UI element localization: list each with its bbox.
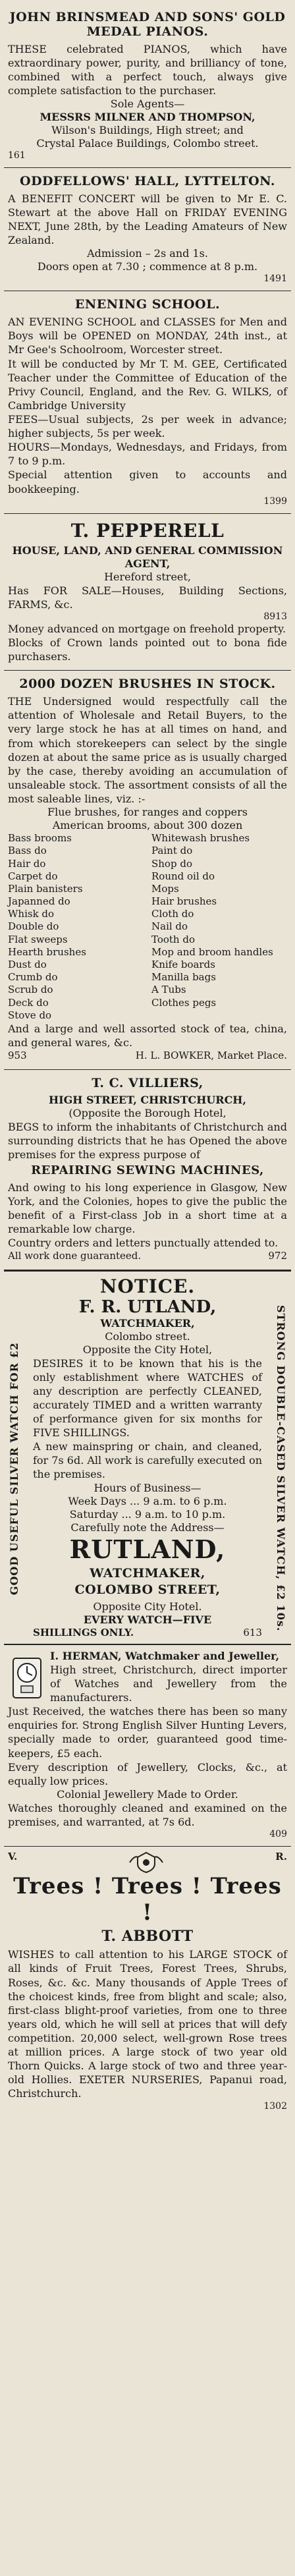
- ad-paragraph: Money advanced on mortgage on freehold property.: [8, 623, 286, 636]
- ad-ref: 161: [8, 150, 26, 161]
- address-line: Crystal Palace Buildings, Colombo street.: [36, 137, 259, 150]
- trees-banner: Trees ! Trees ! Trees !: [13, 1873, 282, 1926]
- ad-ref: 613: [243, 1627, 262, 1639]
- brush-item: Plain banisters: [8, 882, 83, 895]
- ad-body: A BENEFIT CONCERT will be given to Mr E. C. Stewart at the above Hall on FRIDAY EVENING NEXT, June 28th, by the Leading Amateurs of New Zealand.: [8, 192, 287, 247]
- ad-paragraph: Blocks of Crown lands pointed out to bona fide purchasers.: [8, 636, 287, 663]
- ad-paragraph: HOURS—Mondays, Wednesdays, and Fridays, from 7 to 9 p.m.: [8, 441, 287, 468]
- rutland-ad: [4, 1270, 291, 1645]
- ad-body: BEGS to inform the inhabitants of Christchurch and surrounding districts that he has Opened the above premises for the express purpose of: [8, 1120, 287, 1161]
- brush-item: Tooth do: [151, 933, 195, 945]
- villiers-ad: [4, 1070, 291, 1270]
- big-name: RUTLAND,: [69, 1534, 226, 1564]
- ad-subtitle: HOUSE, LAND, AND GENERAL COMMISSION AGENT,: [12, 544, 283, 570]
- ad-title: I. HERMAN, Watchmaker and Jeweller,: [50, 1649, 280, 1662]
- newspaper-ads-column: [4, 0, 291, 2122]
- ad-ref: 972: [268, 1250, 287, 1262]
- brush-item: Round oil do: [151, 870, 215, 882]
- brush-item: Paint do: [151, 845, 193, 857]
- role: WATCHMAKER,: [100, 1316, 195, 1330]
- name-initials: F. R.: [78, 1297, 122, 1317]
- ad-title: ODDFELLOWS' HALL, LYTTELTON.: [20, 174, 275, 189]
- ad-paragraph: FEES—Usual subjects, 2s per week in advance; higher subjects, 5s per week.: [8, 413, 287, 440]
- brush-item: Shop do: [151, 857, 192, 870]
- brush-item: A Tubs: [151, 984, 186, 996]
- brush-item: Mops: [151, 882, 179, 895]
- brush-item: Carpet do: [8, 870, 58, 882]
- location-line: (Opposite the Borough Hotel,: [68, 1106, 227, 1119]
- ad-title: T. C. VILLIERS,: [92, 1075, 203, 1090]
- brush-item: Scrub do: [8, 984, 53, 996]
- ad-paragraph: A new mainspring or chain, and cleaned, for 7s 6d. All work is carefully executed on the premises.: [33, 1440, 262, 1481]
- oddfellows-ad: [4, 168, 291, 291]
- ad-title: T. PEPPERELL: [70, 519, 225, 542]
- big-street: COLOMBO STREET,: [74, 1582, 221, 1598]
- clock-icon: [8, 1653, 46, 1700]
- tagline-1: EVERY WATCH—FIVE: [83, 1613, 212, 1627]
- vr-row: [8, 1851, 287, 1873]
- brush-item: Manilla bags: [151, 971, 216, 984]
- rutland-layout: [8, 1297, 287, 1640]
- ad-footer: And a large and well assorted stock of tea, china, and general wares, &c.: [8, 1022, 287, 1050]
- ad-ref: 8913: [263, 611, 287, 623]
- street-line: Hereford street,: [104, 570, 191, 583]
- ad-paragraph: Just Received, the watches there has been so many enquiries for. Strong English Silver Hunting Levers, specially made to order, guaranteed good time-keepers, £5 each.: [8, 1705, 287, 1760]
- brush-item: Knife boards: [151, 959, 215, 970]
- guarantee: All work done guaranteed.: [8, 1250, 142, 1262]
- brush-item: Mop and broom handles: [151, 945, 273, 958]
- ad-ref: 409: [269, 1829, 287, 1840]
- ad-title: T. ABBOTT: [101, 1928, 194, 1946]
- brush-item: Whisk do: [8, 908, 55, 920]
- brush-item: Whitewash brushes: [151, 832, 250, 845]
- ad-paragraph: And owing to his long experience in Glasgow, New York, and the Colonies, hopes to give the public the benefit of a First-class Job in a short time at a remarkable low charge.: [8, 1181, 287, 1235]
- brush-item: Bass brooms: [8, 832, 72, 845]
- brinsmead-ad: [4, 4, 291, 168]
- brush-item: Hearth brushes: [8, 945, 86, 958]
- agents-name: MESSRS MILNER AND THOMPSON,: [40, 111, 255, 124]
- vr-v: V.: [8, 1851, 18, 1863]
- signer: H. L. BOWKER, Market Place.: [135, 1050, 287, 1062]
- ad-body: WISHES to call attention to his LARGE STOCK of all kinds of Fruit Trees, Forest Trees, Shrubs, Roses, &c. &c. Many thousands of Apple Trees of the choicest kinds, free from blight and scale; also, first-class blight-proof varieties, from one to three years old, which he will sell at prices that will defy competition. 20,000 select, well-grown Rose trees at million prices. A large stock of two year old Thorn Quicks. A large stock of two and three year-old Hollies. EXETER NURSERIES, Papanui road, Christchurch.: [8, 1948, 287, 2100]
- side-banner-right: STRONG DOUBLE-CASED SILVER WATCH, £2 10s.: [275, 1304, 287, 1632]
- brush-item: Double do: [8, 920, 59, 933]
- ad-paragraph: Colonial Jewellery Made to Order.: [57, 1787, 238, 1801]
- herman-header: [8, 1649, 287, 1704]
- brush-item: Deck do: [8, 996, 49, 1009]
- highlight-line: American brooms, about 300 dozen: [52, 819, 243, 832]
- ad-paragraph: Country orders and letters punctually attended to.: [8, 1236, 279, 1249]
- brush-item: Japanned do: [8, 895, 70, 908]
- brush-items-right: [151, 832, 287, 1022]
- ad-title: 2000 DOZEN BRUSHES IN STOCK.: [19, 677, 276, 692]
- ad-body: High street, Christchurch, direct importer of Watches and Jewellery from the manufacturers.: [50, 1663, 287, 1704]
- ad-paragraph: Every description of Jewellery, Clocks, &c., at equally low prices.: [8, 1760, 287, 1787]
- brush-item: Crumb do: [8, 971, 58, 984]
- ad-ref: 1302: [263, 2100, 287, 2112]
- rutland-main: [33, 1297, 262, 1640]
- crest-icon: [123, 1851, 169, 1873]
- doors-line: Doors open at 7.30 ; commence at 8 p.m.: [37, 260, 258, 273]
- big-role: WATCHMAKER,: [90, 1565, 205, 1581]
- highlight-line: Flue brushes, for ranges and coppers: [47, 806, 248, 819]
- brushes-ad: [4, 671, 291, 1069]
- abbott-ad: [4, 1847, 291, 2118]
- weekday-hours: Week Days ... 9 a.m. to 6 p.m.: [68, 1494, 227, 1507]
- brush-item: Dust do: [8, 959, 47, 970]
- herman-ad: [4, 1645, 291, 1847]
- opposite-line: Opposite the City Hotel,: [82, 1343, 213, 1356]
- ad-title: JOHN BRINSMEAD AND SONS' GOLD MEDAL PIANOS.: [9, 10, 286, 39]
- side-banner-left: GOOD USEFUL SILVER WATCH FOR £2: [8, 1341, 20, 1595]
- big-opposite: Opposite City Hotel.: [93, 1600, 202, 1613]
- ad-ref: 953: [8, 1050, 27, 1062]
- brush-items-left: [8, 832, 144, 1022]
- evening-school-ad: [4, 291, 291, 513]
- notice-title: NOTICE.: [99, 1275, 196, 1297]
- street-line: Colombo street.: [105, 1330, 190, 1343]
- brushes-signoff: [8, 1050, 287, 1063]
- brush-item: Hair brushes: [151, 895, 217, 908]
- ad-paragraph: Special attention given to accounts and bookkeeping.: [8, 468, 287, 495]
- ad-paragraph: Watches thoroughly cleaned and examined on the premises, and warranted, at 7s 6d.: [8, 1801, 287, 1828]
- hours-label: Hours of Business—: [94, 1481, 201, 1494]
- ad-body: THE Undersigned would respectfully call the attention of Wholesale and Retail Buyers, to the very large stock he has at all times on hand, and from which storekeepers can select by the single dozen at about the same price as is usually charged by the case, thereby avoiding an accumulation of unsaleable stock. The assortment consists of all the most saleable lines, viz. :-: [8, 695, 287, 806]
- brush-item: Flat sweeps: [8, 933, 68, 945]
- name-rest: UTLAND,: [127, 1297, 217, 1317]
- ad-body: Has FOR SALE—Houses, Building Sections, FARMS, &c.: [8, 584, 287, 611]
- villiers-signoff: [8, 1250, 287, 1263]
- vr-r: R.: [275, 1851, 287, 1863]
- brush-item: Stove do: [8, 1009, 52, 1021]
- agents-label: Sole Agents—: [110, 98, 185, 111]
- ad-body: DESIRES it to be known that his is the only establishment where WATCHES of any description are perfectly CLEANED, accurately TIMED and a written warranty of performance given for six months for FIVE SHILLINGS.: [33, 1357, 262, 1440]
- brush-items-grid: [8, 832, 287, 1022]
- tagline-2: SHILLINGS ONLY.: [33, 1627, 134, 1639]
- ad-title: ENENING SCHOOL.: [74, 297, 221, 312]
- feature-line: REPAIRING SEWING MACHINES,: [31, 1163, 264, 1177]
- ad-ref: 1491: [263, 273, 287, 285]
- note-line: Carefully note the Address—: [70, 1521, 225, 1534]
- pepperell-ad: [4, 514, 291, 671]
- ad-paragraph: It will be conducted by Mr T. M. GEE, Certificated Teacher under the Committee of Education of the Privy Council, England, and the Rev. G. WILKS, of Cambridge University: [8, 357, 287, 412]
- ad-body: THESE celebrated PIANOS, which have extraordinary power, purity, and brilliancy of tone, combined with a perfect touch, always give complete satisfaction to the purchaser.: [8, 42, 287, 98]
- address-line: Wilson's Buildings, High street; and: [51, 124, 244, 137]
- saturday-hours: Saturday ... 9 a.m. to 10 p.m.: [69, 1507, 226, 1521]
- brush-item: Hair do: [8, 857, 46, 870]
- brush-item: Nail do: [151, 920, 188, 933]
- brush-item: Cloth do: [151, 908, 194, 920]
- admission-line: Admission – 2s and 1s.: [87, 247, 208, 260]
- ad-body: AN EVENING SCHOOL and CLASSES for Men and Boys will be OPENED on MONDAY, 24th inst., at Mr Gee's Schoolroom, Worcester street.: [8, 316, 287, 356]
- brush-item: Clothes pegs: [151, 996, 217, 1009]
- ad-subtitle: HIGH STREET, CHRISTCHURCH,: [48, 1093, 246, 1106]
- rutland-name: [33, 1297, 262, 1317]
- ad-ref: 1399: [263, 495, 287, 507]
- brush-item: Bass do: [8, 845, 47, 857]
- tagline-2-row: [33, 1627, 262, 1640]
